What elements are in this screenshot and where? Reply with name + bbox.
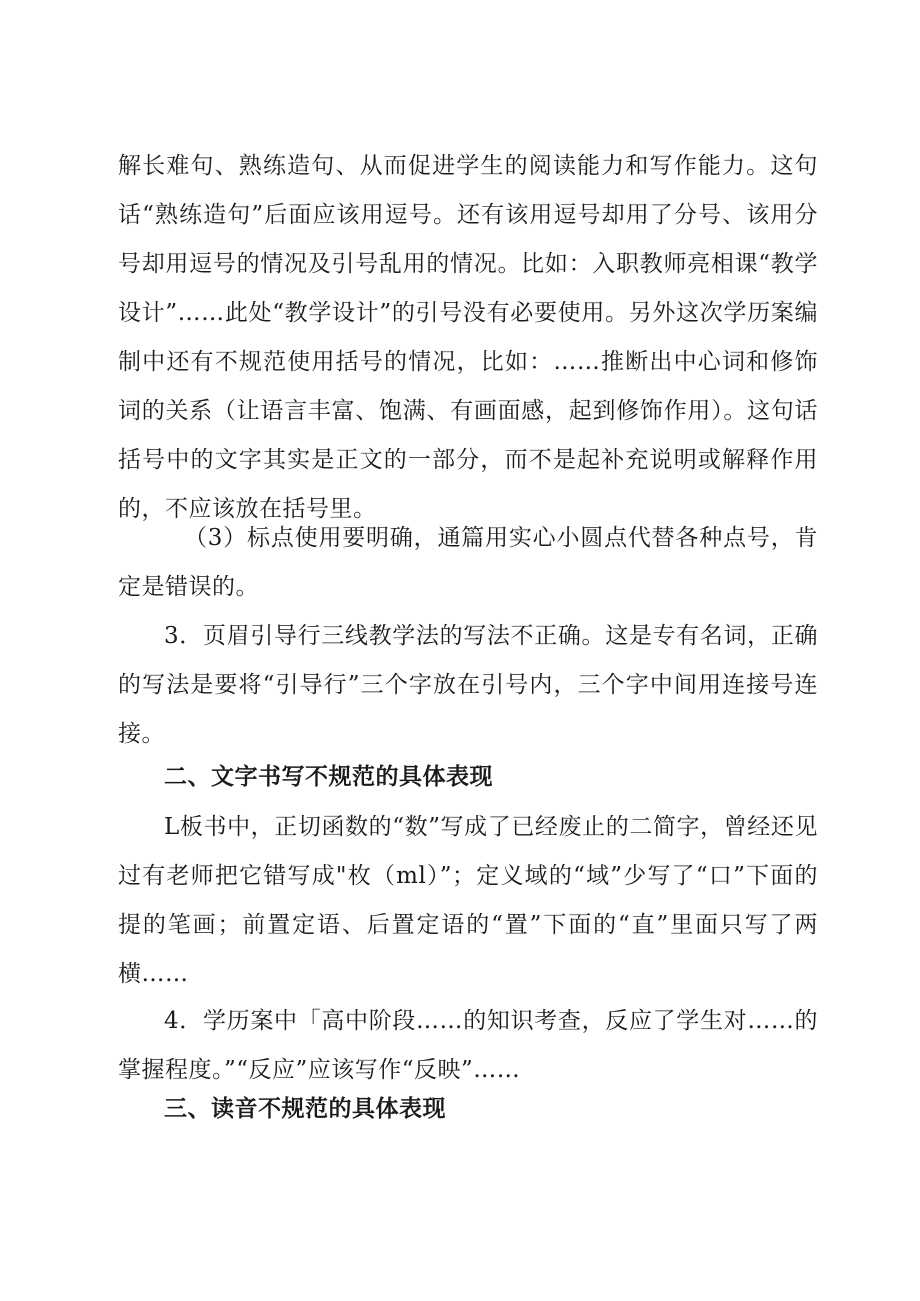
section-heading-pronunciation: 三、读音不规范的具体表现	[164, 1096, 446, 1122]
paragraph-punctuation-rule-3: （3）标点使用要明确，通篇用实心小圆点代替各种点号，肯定是错误的。	[118, 525, 818, 600]
paragraph-typo-example: 4．学历案中「高中阶段……的知识考查，反应了学生对……的掌握程度。”“反应”应该写作“反映”……	[118, 1008, 818, 1083]
paragraph-board-writing: L板书中，正切函数的“数”写成了已经废止的二简字，曾经还见过有老师把它错写成"枚（ml）”；定义域的“域”少写了“口”下面的提的笔画；前置定语、后置定语的“置”下面的“直”里面只写了两横……	[118, 814, 818, 987]
paragraph-header-error: 3．页眉引导行三线教学法的写法不正确。这是专有名词，正确的写法是要将“引导行”三个字放在引号内，三个字中间用连接号连接。	[118, 623, 818, 747]
section-heading-writing: 二、文字书写不规范的具体表现	[164, 764, 493, 790]
paragraph-punctuation-examples: 解长难句、熟练造句、从而促进学生的阅读能力和写作能力。这句话“熟练造句”后面应该用逗号。还有该用逗号却用了分号、该用分号却用逗号的情况及引号乱用的情况。比如：入职教师亮相课“教学设计”……此处“教学设计”的引号没有必要使用。另外这次学历案编制中还有不规范使用括号的情况，比如：……推断出中心词和修饰词的关系（让语言丰富、饱满、有画面感，起到修饰作用）。这句话括号中的文字其实是正文的一部分，而不是起补充说明或解释作用的，不应该放在括号里。	[118, 153, 818, 522]
